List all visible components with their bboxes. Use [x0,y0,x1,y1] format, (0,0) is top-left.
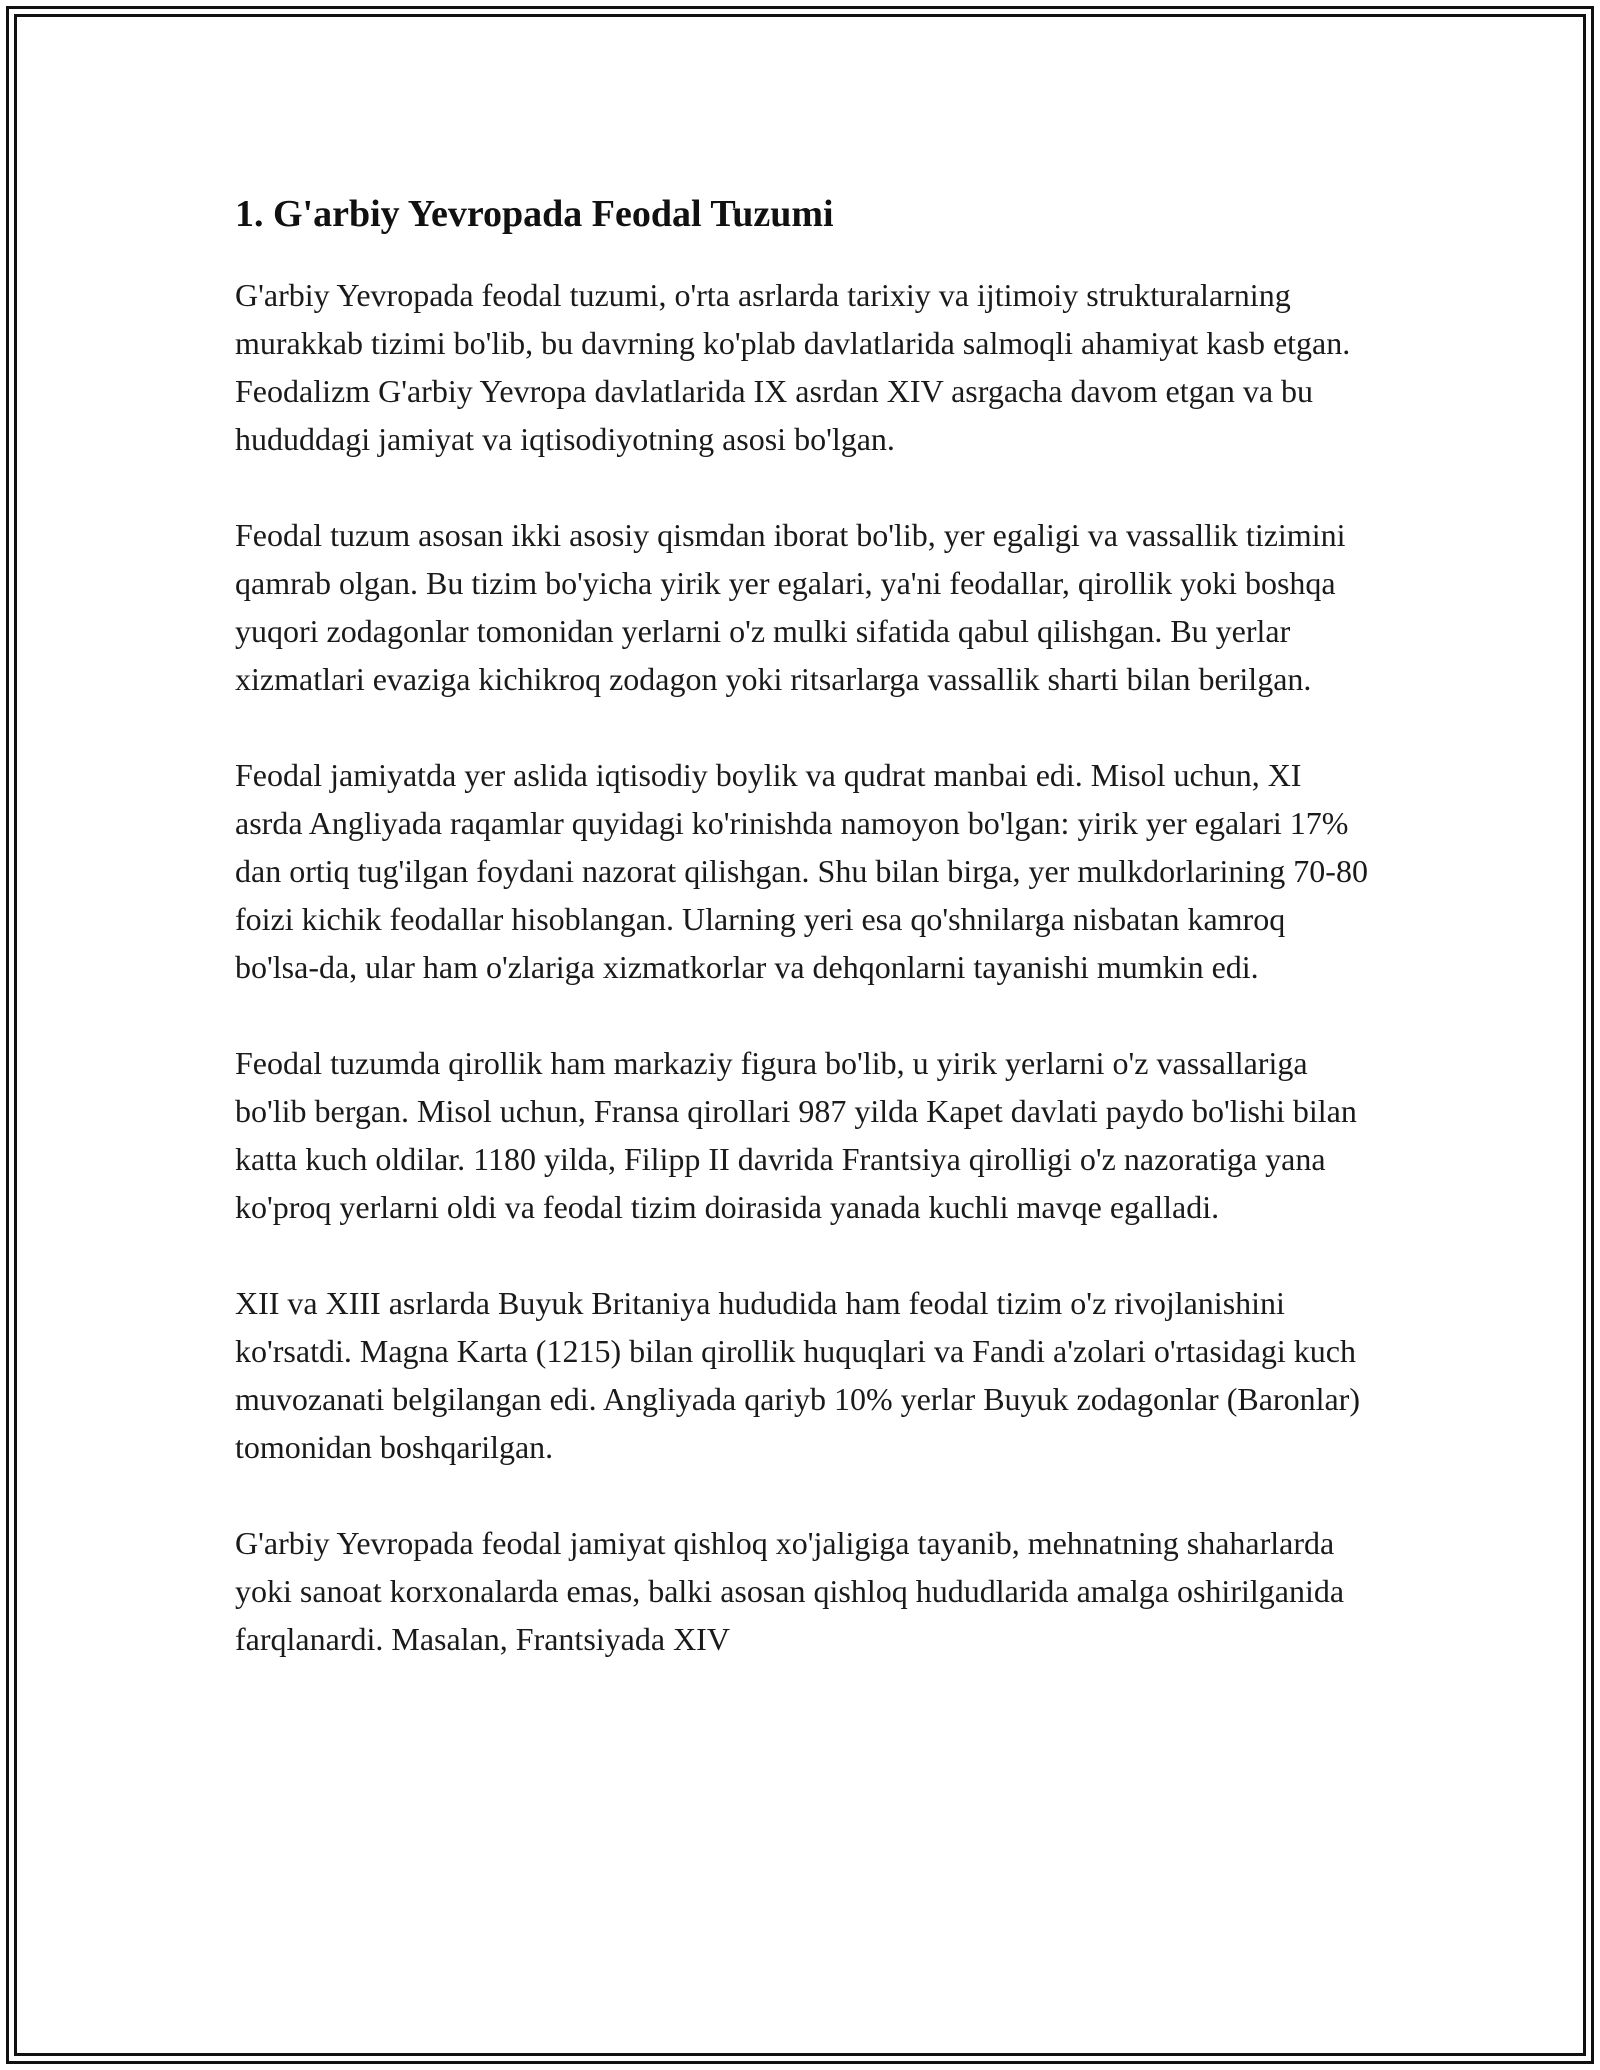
section-title: 1. G'arbiy Yevropada Feodal Tuzumi [235,193,834,235]
paragraph-3: Feodal jamiyatda yer aslida iqtisodiy boylik va qudrat manbai edi. Misol uchun, XI asrda Angliyada raqamlar quyidagi ko'rinishda namoyon bo'lgan: yirik yer egalari 17% dan ortiq tug'ilgan foydani nazorat qilishgan. Shu bilan birga, yer mulkdorlarining 70-80 foizi kichik feodallar hisoblangan. Ularning yeri esa qo'shnilarga nisbatan kamroq bo'lsa-da, ular ham o'zlariga xizmatkorlar va dehqonlarni tayanishi mumkin edi. [235,757,1368,985]
paragraph-2: Feodal tuzum asosan ikki asosiy qismdan iborat bo'lib, yer egaligi va vassallik tizimini qamrab olgan. Bu tizim bo'yicha yirik yer egalari, ya'ni feodallar, qirollik yoki boshqa yuqori zodagonlar tomonidan yerlarni o'z mulki sifatida qabul qilishgan. Bu yerlar xizmatlari evaziga kichikroq zodagon yoki ritsarlarga vassallik sharti bilan berilgan. [235,517,1346,697]
document-body [235,185,1370,1711]
paragraph-6: G'arbiy Yevropada feodal jamiyat qishloq xo'jaligiga tayanib, mehnatning shaharlarda yoki sanoat korxonalarda emas, balki asosan qishloq hududlarida amalga oshirilganida farqlanardi. Masalan, Frantsiyada XIV [235,1525,1345,1657]
paragraph-1: G'arbiy Yevropada feodal tuzumi, o'rta asrlarda tarixiy va ijtimoiy strukturalarning murakkab tizimi bo'lib, bu davrning ko'plab davlatlarida salmoqli ahamiyat kasb etgan. Feodalizm G'arbiy Yevropa davlatlarida IX asrdan XIV asrgacha davom etgan va bu hududdagi jamiyat va iqtisodiyotning asosi bo'lgan. [235,277,1351,457]
paragraph-4: Feodal tuzumda qirollik ham markaziy figura bo'lib, u yirik yerlarni o'z vassallariga bo'lib bergan. Misol uchun, Fransa qirollari 987 yilda Kapet davlati paydo bo'lishi bilan katta kuch oldilar. 1180 yilda, Filipp II davrida Frantsiya qirolligi o'z nazoratiga yana ko'proq yerlarni oldi va feodal tizim doirasida yanada kuchli mavqe egalladi. [235,1045,1357,1225]
paragraph-5: XII va XIII asrlarda Buyuk Britaniya hududida ham feodal tizim o'z rivojlanishini ko'rsatdi. Magna Karta (1215) bilan qirollik huquqlari va Fandi a'zolari o'rtasidagi kuch muvozanati belgilangan edi. Angliyada qariyb 10% yerlar Buyuk zodagonlar (Baronlar) tomonidan boshqarilgan. [235,1285,1360,1465]
